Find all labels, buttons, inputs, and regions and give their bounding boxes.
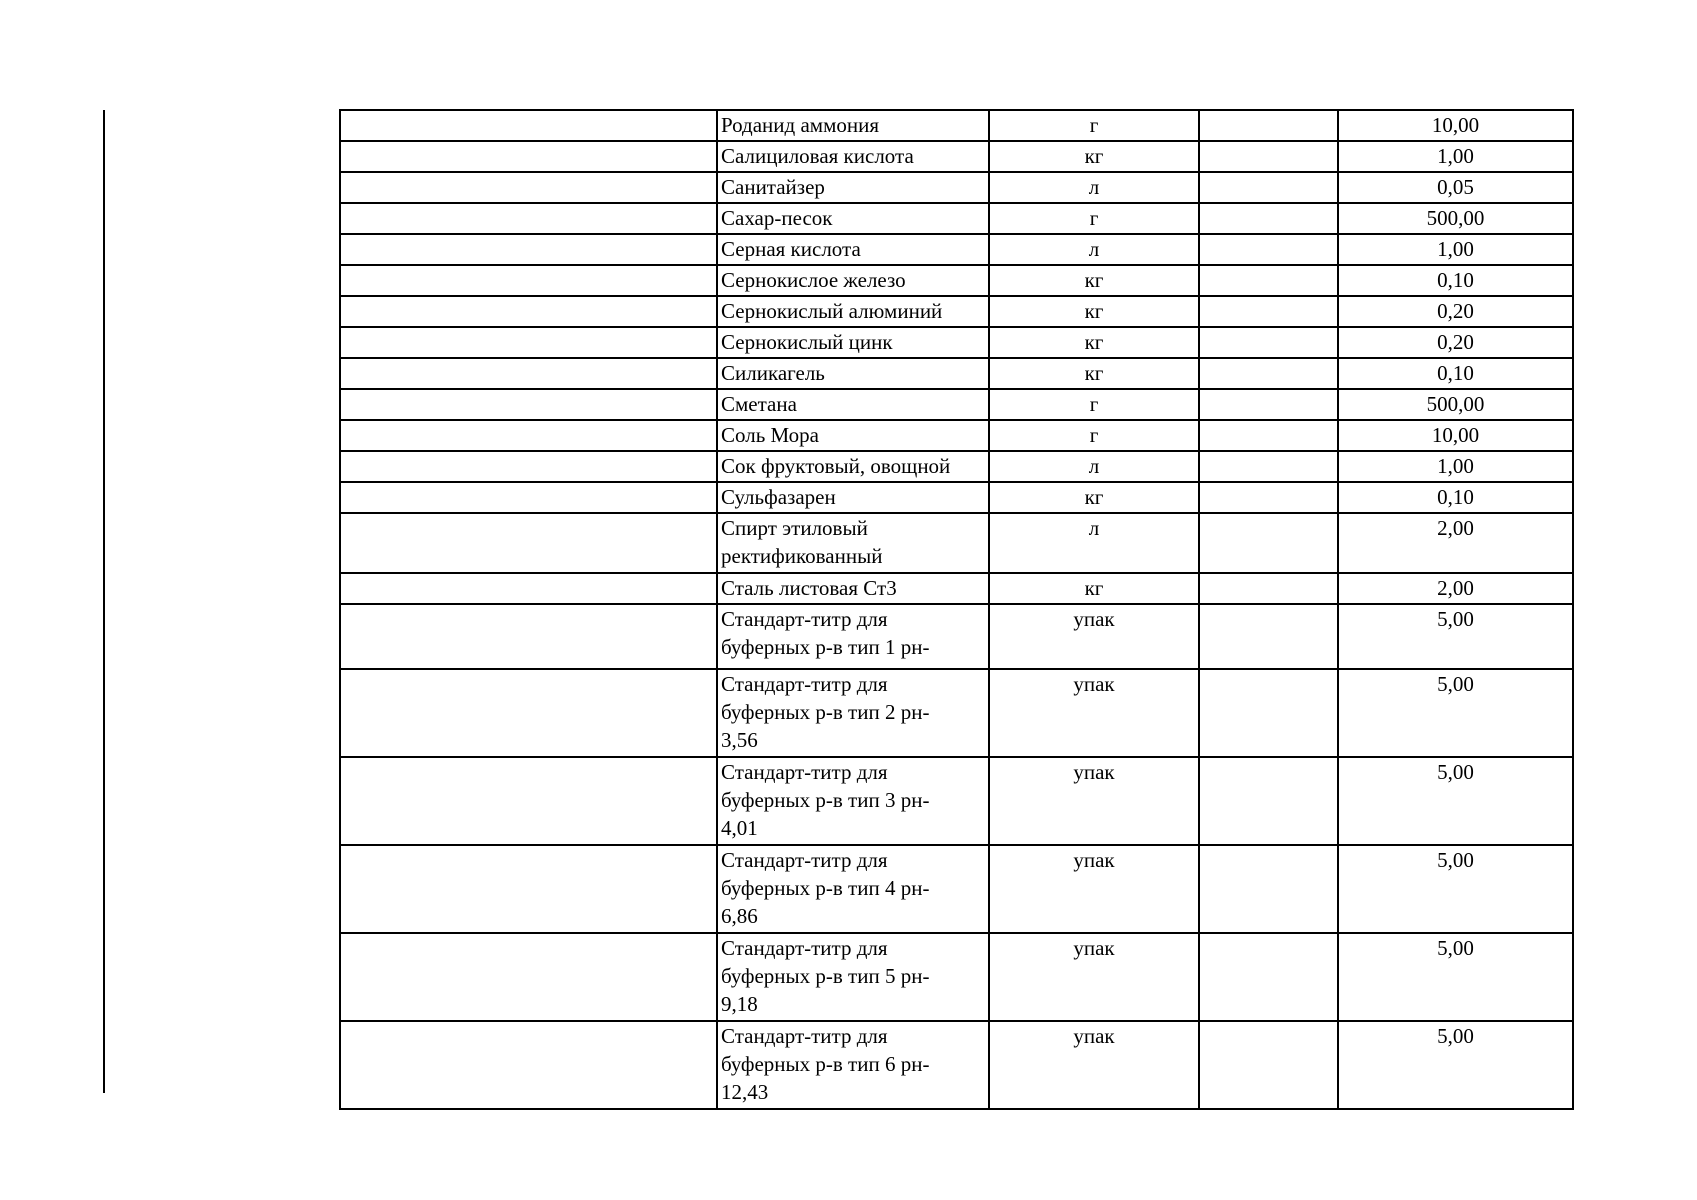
item-name-cell: Силикагель bbox=[717, 358, 989, 389]
unit-cell: упак bbox=[989, 845, 1199, 933]
table-row bbox=[340, 451, 1573, 482]
empty-cell bbox=[340, 604, 717, 669]
table-row bbox=[340, 757, 1573, 845]
table-row bbox=[340, 420, 1573, 451]
empty-cell bbox=[340, 296, 717, 327]
item-name-cell: Сок фруктовый, овощной bbox=[717, 451, 989, 482]
unit-cell: упак bbox=[989, 1021, 1199, 1109]
table-row bbox=[340, 327, 1573, 358]
unit-cell: л bbox=[989, 172, 1199, 203]
unit-cell: л bbox=[989, 234, 1199, 265]
quantity-cell: 5,00 bbox=[1338, 933, 1573, 1021]
unit-cell: упак bbox=[989, 604, 1199, 669]
empty-cell bbox=[1199, 604, 1338, 669]
quantity-cell: 10,00 bbox=[1338, 110, 1573, 141]
quantity-cell: 1,00 bbox=[1338, 234, 1573, 265]
quantity-cell: 0,20 bbox=[1338, 296, 1573, 327]
empty-cell bbox=[340, 327, 717, 358]
item-name-cell: Сернокислое железо bbox=[717, 265, 989, 296]
empty-cell bbox=[1199, 327, 1338, 358]
empty-cell bbox=[340, 141, 717, 172]
empty-cell bbox=[340, 420, 717, 451]
empty-cell bbox=[340, 573, 717, 604]
unit-cell: г bbox=[989, 389, 1199, 420]
item-name-cell: Соль Мора bbox=[717, 420, 989, 451]
empty-cell bbox=[340, 358, 717, 389]
empty-cell bbox=[1199, 234, 1338, 265]
item-name-cell: Стандарт-титр для буферных р-в тип 6 рн- 12,43 bbox=[717, 1021, 989, 1109]
empty-cell bbox=[340, 513, 717, 573]
empty-cell bbox=[1199, 845, 1338, 933]
table-row bbox=[340, 265, 1573, 296]
table-row bbox=[340, 296, 1573, 327]
unit-cell: л bbox=[989, 451, 1199, 482]
table-row bbox=[340, 172, 1573, 203]
empty-cell bbox=[340, 933, 717, 1021]
empty-cell bbox=[340, 1021, 717, 1109]
empty-cell bbox=[1199, 451, 1338, 482]
empty-cell bbox=[1199, 420, 1338, 451]
empty-cell bbox=[1199, 296, 1338, 327]
item-name-cell: Стандарт-титр для буферных р-в тип 1 рн- bbox=[717, 604, 989, 669]
unit-cell: упак bbox=[989, 757, 1199, 845]
table-row bbox=[340, 110, 1573, 141]
empty-cell bbox=[340, 845, 717, 933]
empty-cell bbox=[1199, 141, 1338, 172]
unit-cell: кг bbox=[989, 141, 1199, 172]
quantity-cell: 5,00 bbox=[1338, 1021, 1573, 1109]
empty-cell bbox=[340, 234, 717, 265]
table-row bbox=[340, 234, 1573, 265]
unit-cell: кг bbox=[989, 265, 1199, 296]
quantity-cell: 2,00 bbox=[1338, 513, 1573, 573]
item-name-cell: Роданид аммония bbox=[717, 110, 989, 141]
unit-cell: упак bbox=[989, 933, 1199, 1021]
item-name-cell: Сталь листовая Ст3 bbox=[717, 573, 989, 604]
page-margin-rule bbox=[103, 110, 105, 1093]
item-name-cell: Серная кислота bbox=[717, 234, 989, 265]
empty-cell bbox=[1199, 757, 1338, 845]
item-name-cell: Стандарт-титр для буферных р-в тип 2 рн- 3,56 bbox=[717, 669, 989, 757]
empty-cell bbox=[340, 757, 717, 845]
item-name-cell: Сернокислый алюминий bbox=[717, 296, 989, 327]
unit-cell: кг bbox=[989, 573, 1199, 604]
item-name-cell: Сернокислый цинк bbox=[717, 327, 989, 358]
empty-cell bbox=[1199, 265, 1338, 296]
table-row bbox=[340, 845, 1573, 933]
table-row bbox=[340, 389, 1573, 420]
quantity-cell: 0,05 bbox=[1338, 172, 1573, 203]
item-name-cell: Салициловая кислота bbox=[717, 141, 989, 172]
empty-cell bbox=[340, 110, 717, 141]
unit-cell: кг bbox=[989, 327, 1199, 358]
quantity-cell: 0,10 bbox=[1338, 482, 1573, 513]
table-row bbox=[340, 604, 1573, 669]
unit-cell: упак bbox=[989, 669, 1199, 757]
item-name-cell: Стандарт-титр для буферных р-в тип 5 рн- 9,18 bbox=[717, 933, 989, 1021]
empty-cell bbox=[1199, 513, 1338, 573]
empty-cell bbox=[1199, 172, 1338, 203]
empty-cell bbox=[1199, 933, 1338, 1021]
empty-cell bbox=[340, 389, 717, 420]
empty-cell bbox=[1199, 110, 1338, 141]
supplies-table bbox=[339, 109, 1574, 1110]
empty-cell bbox=[1199, 1021, 1338, 1109]
quantity-cell: 500,00 bbox=[1338, 203, 1573, 234]
unit-cell: л bbox=[989, 513, 1199, 573]
empty-cell bbox=[340, 265, 717, 296]
quantity-cell: 5,00 bbox=[1338, 604, 1573, 669]
unit-cell: г bbox=[989, 420, 1199, 451]
item-name-cell: Стандарт-титр для буферных р-в тип 3 рн- 4,01 bbox=[717, 757, 989, 845]
quantity-cell: 10,00 bbox=[1338, 420, 1573, 451]
empty-cell bbox=[1199, 203, 1338, 234]
empty-cell bbox=[340, 172, 717, 203]
item-name-cell: Стандарт-титр для буферных р-в тип 4 рн- 6,86 bbox=[717, 845, 989, 933]
quantity-cell: 0,10 bbox=[1338, 358, 1573, 389]
quantity-cell: 1,00 bbox=[1338, 141, 1573, 172]
table-row bbox=[340, 669, 1573, 757]
empty-cell bbox=[340, 669, 717, 757]
item-name-cell: Сульфазарен bbox=[717, 482, 989, 513]
quantity-cell: 5,00 bbox=[1338, 669, 1573, 757]
table-row bbox=[340, 203, 1573, 234]
empty-cell bbox=[1199, 573, 1338, 604]
table-row bbox=[340, 573, 1573, 604]
unit-cell: г bbox=[989, 110, 1199, 141]
quantity-cell: 5,00 bbox=[1338, 845, 1573, 933]
unit-cell: кг bbox=[989, 358, 1199, 389]
table-row bbox=[340, 358, 1573, 389]
empty-cell bbox=[340, 203, 717, 234]
item-name-cell: Спирт этиловый ректификованный bbox=[717, 513, 989, 573]
quantity-cell: 2,00 bbox=[1338, 573, 1573, 604]
empty-cell bbox=[1199, 669, 1338, 757]
quantity-cell: 500,00 bbox=[1338, 389, 1573, 420]
quantity-cell: 0,10 bbox=[1338, 265, 1573, 296]
item-name-cell: Санитайзер bbox=[717, 172, 989, 203]
item-name-cell: Сметана bbox=[717, 389, 989, 420]
table-row bbox=[340, 513, 1573, 573]
table-row bbox=[340, 1021, 1573, 1109]
empty-cell bbox=[1199, 389, 1338, 420]
item-name-cell: Сахар-песок bbox=[717, 203, 989, 234]
empty-cell bbox=[1199, 358, 1338, 389]
unit-cell: кг bbox=[989, 296, 1199, 327]
empty-cell bbox=[340, 482, 717, 513]
table-row bbox=[340, 933, 1573, 1021]
empty-cell bbox=[340, 451, 717, 482]
quantity-cell: 5,00 bbox=[1338, 757, 1573, 845]
unit-cell: кг bbox=[989, 482, 1199, 513]
table-row bbox=[340, 141, 1573, 172]
unit-cell: г bbox=[989, 203, 1199, 234]
empty-cell bbox=[1199, 482, 1338, 513]
quantity-cell: 0,20 bbox=[1338, 327, 1573, 358]
quantity-cell: 1,00 bbox=[1338, 451, 1573, 482]
table-row bbox=[340, 482, 1573, 513]
